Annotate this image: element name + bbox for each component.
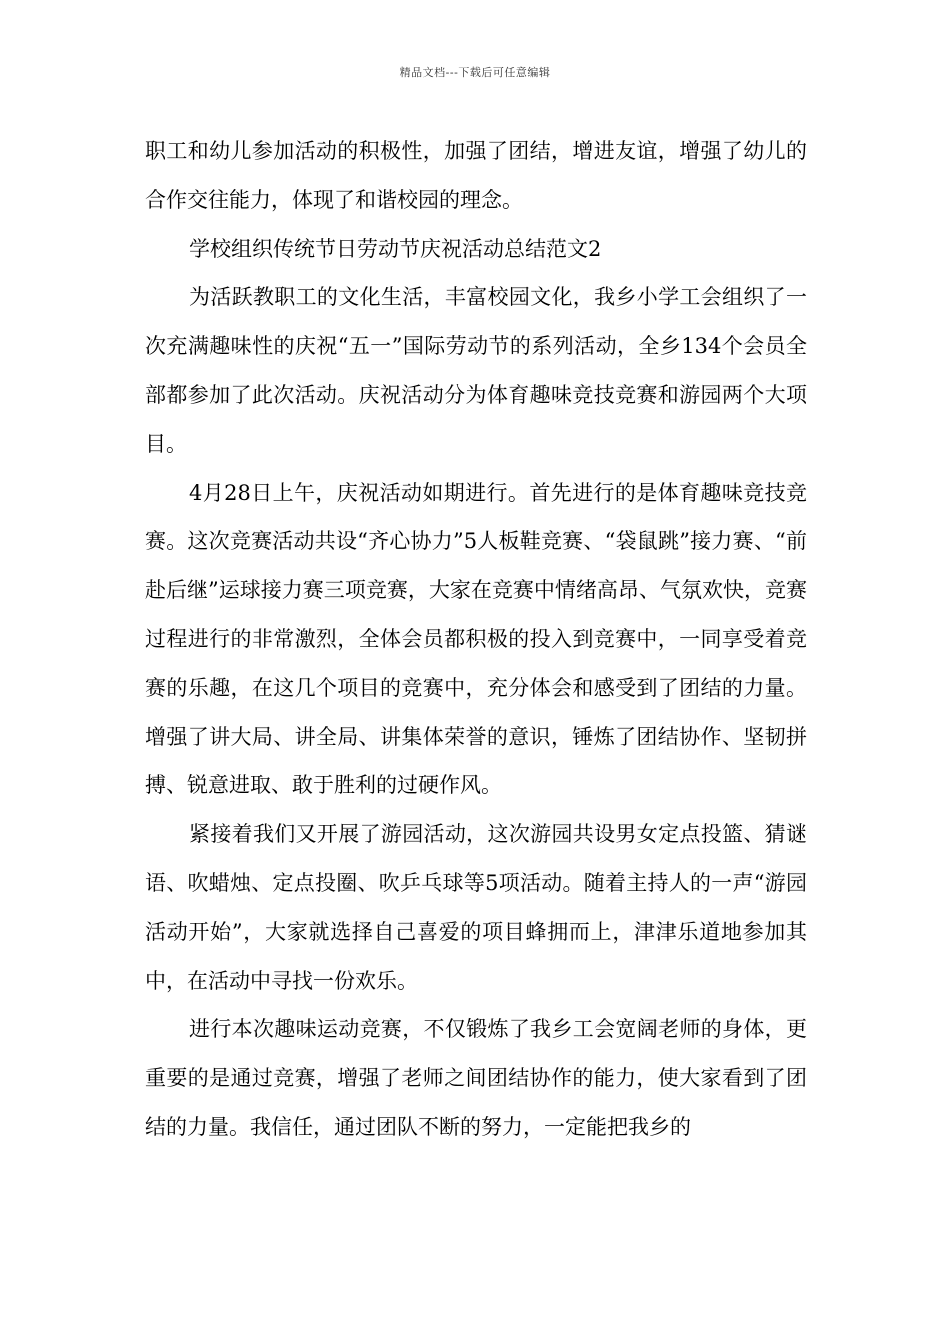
paragraph: 4月28日上午，庆祝活动如期进行。首先进行的是体育趣味竞技竞赛。这次竞赛活动共设“齐心协力”5人板鞋竞赛、“袋鼠跳”接力赛、“前赴后继”运球接力赛三项竞赛，大家在竞赛中情绪高昂、气氛欢快，竞赛过程进行的非常激烈，全体会员都积极的投入到竞赛中，一同享受着竞赛的乐趣，在这几个项目的竞赛中，充分体会和感受到了团结的力量。增强了讲大局、讲全局、讲集体荣誉的意识，锤炼了团结协作、坚韧拼搏、锐意进取、敢于胜利的过硬作风。 [145,480,807,798]
document-body [145,127,807,1152]
section-heading: 学校组织传统节日劳动节庆祝活动总结范文2 [189,236,602,261]
page-header: 精品文档---下载后可任意编辑 [399,66,551,79]
paragraph: 紧接着我们又开展了游园活动，这次游园共设男女定点投篮、猜谜语、吹蜡烛、定点投圈、吹乒乓球等5项活动。随着主持人的一声“游园活动开始”，大家就选择自己喜爱的项目蜂拥而上，津津乐道地参加其中，在活动中寻找一份欢乐。 [145,822,807,993]
paragraph: 为活跃教职工的文化生活，丰富校园文化，我乡小学工会组织了一次充满趣味性的庆祝“五一”国际劳动节的系列活动，全乡134个会员全部都参加了此次活动。庆祝活动分为体育趣味竞技竞赛和游园两个大项目。 [145,285,807,456]
paragraph: 进行本次趣味运动竞赛，不仅锻炼了我乡工会宽阔老师的身体，更重要的是通过竞赛，增强了老师之间团结协作的能力，使大家看到了团结的力量。我信任，通过团队不断的努力，一定能把我乡的 [145,1017,807,1139]
paragraph-continuation: 职工和幼儿参加活动的积极性，加强了团结，增进友谊，增强了幼儿的合作交往能力，体现了和谐校园的理念。 [145,139,807,212]
